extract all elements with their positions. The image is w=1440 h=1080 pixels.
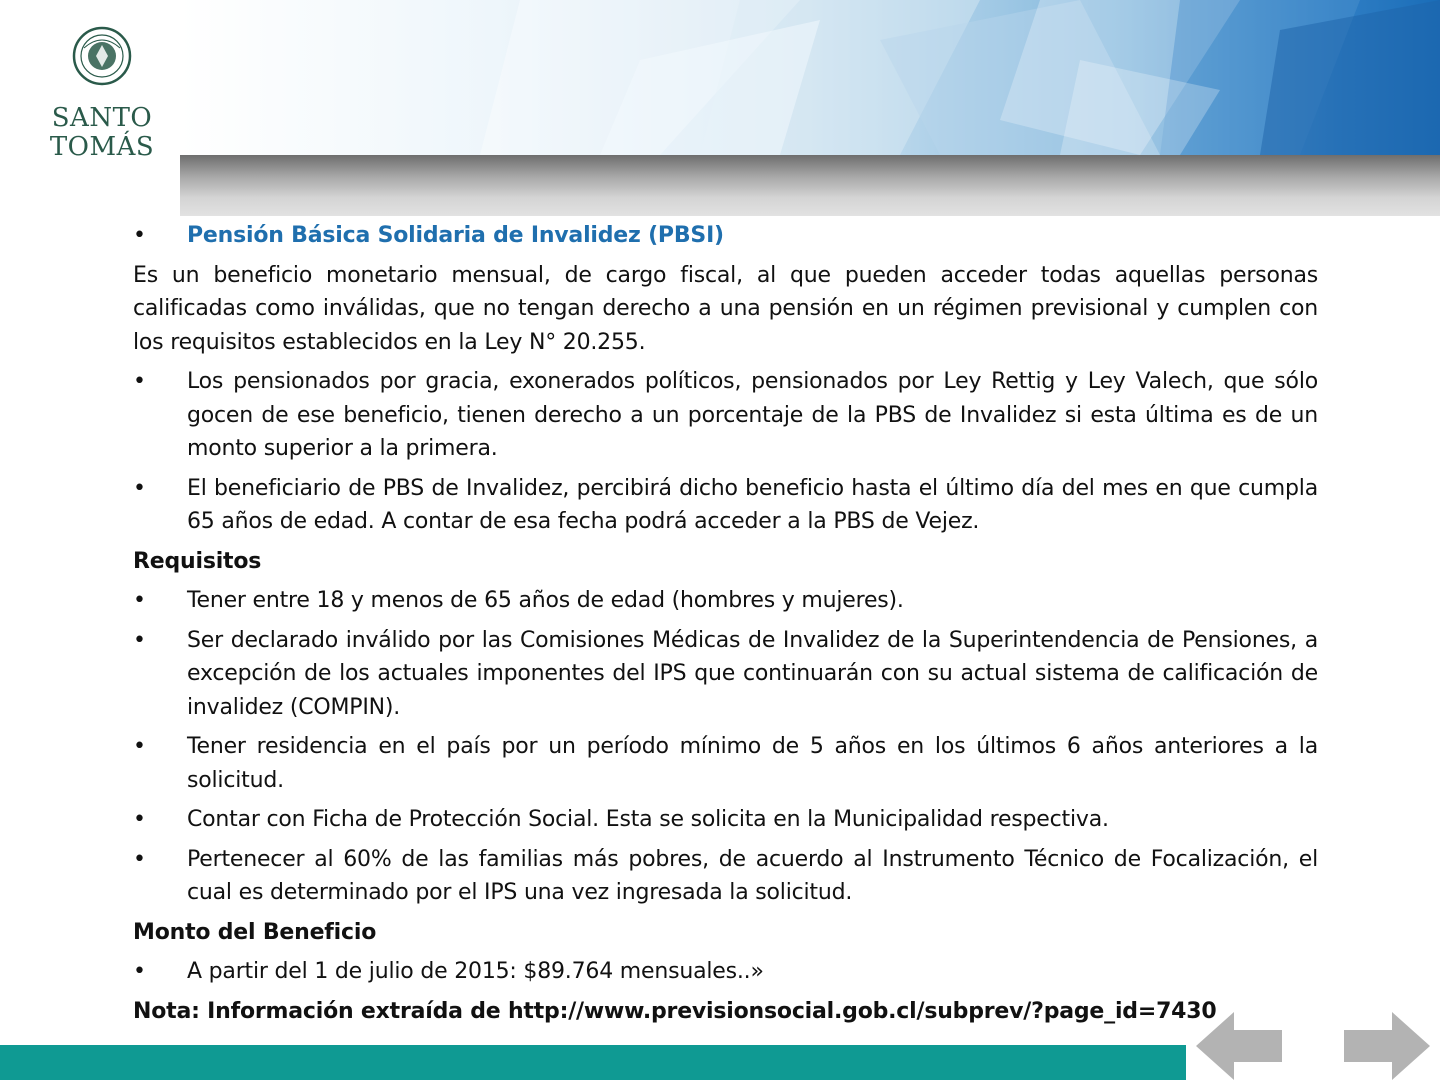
bullet-marker: • — [133, 588, 146, 613]
bullet-marker: • — [133, 627, 146, 653]
list-item — [133, 624, 1318, 725]
list-item-text: Contar con Ficha de Protección Social. Esta se solicita en la Municipalidad respectiva. — [187, 807, 1109, 832]
bullet-marker: • — [133, 734, 146, 759]
monto-heading: Monto del Beneficio — [133, 919, 377, 945]
header-shadow-bar — [180, 155, 1440, 216]
logo-line-2: TOMÁS — [49, 132, 155, 162]
list-item — [133, 955, 1318, 989]
list-item-text: Tener residencia en el país por un período mínimo de 5 años en los últimos 6 años anteriores a la solicitud. — [187, 734, 1318, 793]
bullet-marker: • — [133, 959, 146, 984]
list-item — [133, 803, 1318, 837]
bullet-marker: • — [133, 369, 146, 394]
list-item-text: Pertenecer al 60% de las familias más pobres, de acuerdo al Instrumento Técnico de Focalización, el cual es determinado por el IPS una vez ingresada la solicitud. — [187, 846, 1318, 905]
list-item — [133, 843, 1318, 910]
bullet-marker: • — [133, 807, 146, 832]
source-note: Nota: Información extraída de http://www.previsionsocial.gob.cl/subprev/?page_id=7430 — [133, 998, 1217, 1024]
list-item — [133, 365, 1318, 466]
arrow-right-icon[interactable] — [1342, 1012, 1430, 1080]
footer-bar — [0, 1045, 1186, 1080]
santo-tomas-logo — [40, 26, 164, 162]
list-item-text: A partir del 1 de julio de 2015: $89.764 mensuales..» — [187, 959, 764, 984]
list-item-text: El beneficiario de PBS de Invalidez, percibirá dicho beneficio hasta el último día del mes en que cumpla 65 años de edad. A contar de esa fecha podrá acceder a la PBS de Vejez. — [187, 475, 1318, 534]
intro-paragraph: Es un beneficio monetario mensual, de cargo fiscal, al que pueden acceder todas aquellas personas calificadas como inválidas, que no tengan derecho a una pensión en un régimen previsional y cumplen con los requisitos establecidos en la Ley N° 20.255. — [133, 262, 1318, 355]
list-item-text: Los pensionados por gracia, exonerados políticos, pensionados por Ley Rettig y Ley Valech, que sólo gocen de ese beneficio, tienen derecho a un porcentaje de la PBS de Invalidez si esta última es de un monto superior a la primera. — [187, 369, 1318, 461]
banner-pattern — [180, 0, 1440, 155]
list-item — [133, 584, 1318, 618]
list-item — [133, 730, 1318, 797]
list-item-text: Ser declarado inválido por las Comisiones Médicas de Invalidez de la Superintendencia de Pensiones, a excepción de los actuales imponentes del IPS que continuarán con su actual sistema de calificación de invalidez (COMPIN). — [187, 627, 1318, 720]
header-banner — [180, 0, 1440, 155]
bullet-marker: • — [133, 475, 146, 501]
section-title-row — [133, 219, 1318, 253]
slide-content — [133, 219, 1318, 1028]
requisitos-heading: Requisitos — [133, 548, 262, 574]
arrow-left-icon[interactable] — [1196, 1012, 1284, 1080]
university-seal-icon — [72, 26, 132, 86]
list-item — [133, 472, 1318, 539]
logo-line-1: SANTO — [51, 103, 153, 133]
bullet-marker: • — [133, 846, 146, 872]
bullet-marker: • — [133, 223, 146, 248]
list-item-text: Tener entre 18 y menos de 65 años de edad (hombres y mujeres). — [187, 588, 904, 613]
section-title: Pensión Básica Solidaria de Invalidez (PBSI) — [187, 223, 724, 248]
